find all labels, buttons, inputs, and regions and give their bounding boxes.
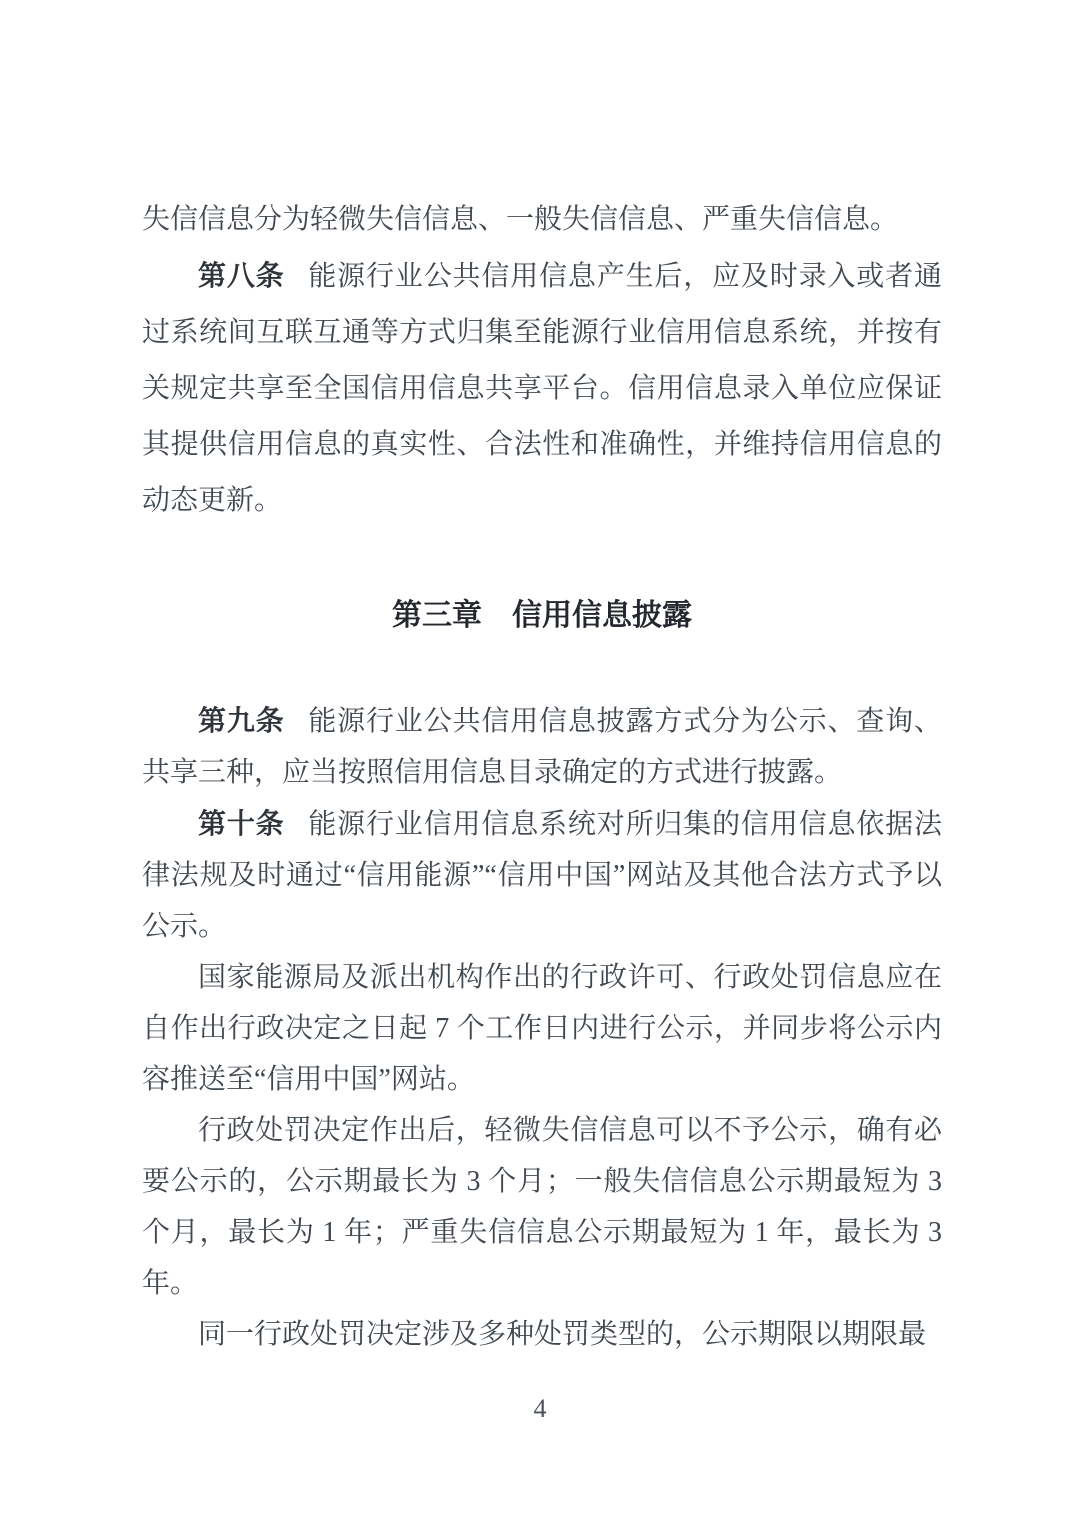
paragraph-article-9 — [142, 695, 942, 798]
paragraph-publicity: 国家能源局及派出机构作出的行政许可、行政处罚信息应在自作出行政决定之日起 7 个工作日内进行公示，并同步将公示内容推送至“信用中国”网站。 — [142, 962, 942, 1095]
paragraph-periods: 行政处罚决定作出后，轻微失信信息可以不予公示，确有必要公示的，公示期最长为 3 个月；一般失信信息公示期最短为 3 个月，最长为 1 年；严重失信信息公示期最短为 1 年，最长为 3 年。 — [142, 1115, 942, 1299]
article-8-text: 能源行业公共信用信息产生后，应及时录入或者通过系统间互联互通等方式归集至能源行业信用信息系统，并按有关规定共享至全国信用信息共享平台。信用信息录入单位应保证其提供信用信息的真实性、合法性和准确性，并维持信用信息的动态更新。 — [142, 261, 942, 516]
section-before-chapter — [142, 192, 942, 529]
article-10-number: 第十条 — [198, 808, 285, 839]
paragraph-multi-penalty: 同一行政处罚决定涉及多种处罚类型的，公示期限以期限最 — [198, 1319, 927, 1350]
article-9-text: 能源行业公共信用信息披露方式分为公示、查询、共享三种，应当按照信用信息目录确定的方式进行披露。 — [142, 706, 942, 788]
chapter-3-heading: 第三章 信用信息披露 — [392, 599, 692, 632]
article-10-text: 能源行业信用信息系统对所归集的信用信息依据法律法规及时通过“信用能源”“信用中国”网站及其他合法方式予以公示。 — [142, 809, 942, 942]
paragraph-article-10 — [142, 798, 942, 952]
page-number: 4 — [533, 1394, 547, 1423]
section-after-chapter — [142, 695, 942, 1360]
document-body — [142, 192, 942, 1360]
article-8-number: 第八条 — [198, 260, 285, 291]
paragraph-article-8 — [142, 248, 942, 529]
article-9-number: 第九条 — [198, 705, 285, 736]
paragraph-continuation: 失信信息分为轻微失信信息、一般失信信息、严重失信信息。 — [142, 204, 899, 235]
